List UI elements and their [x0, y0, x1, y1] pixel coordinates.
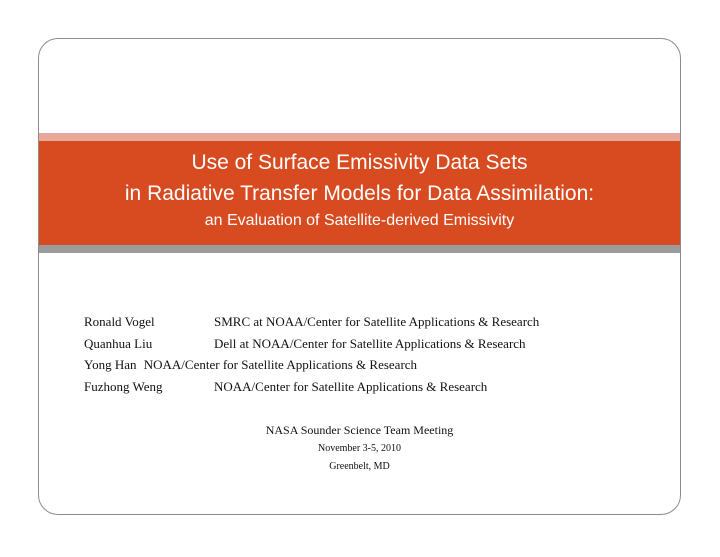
author-affiliation: NOAA/Center for Satellite Applications & Research	[143, 357, 418, 372]
author-list	[84, 314, 540, 400]
author-name: Fuzhong Weng	[84, 378, 163, 394]
author-name: Yong Han	[84, 357, 137, 372]
author-row	[84, 357, 417, 379]
title-accent-top	[39, 133, 680, 141]
meeting-date: November 3-5, 2010	[317, 443, 402, 454]
author-row	[84, 335, 526, 358]
title-line-1: Use of Surface Emissivity Data Sets	[191, 151, 528, 174]
author-name: Ronald Vogel	[84, 314, 155, 329]
author-row	[84, 314, 540, 336]
author-row	[84, 378, 488, 401]
author-affiliation: Dell at NOAA/Center for Satellite Applications & Research	[214, 335, 526, 351]
slide	[38, 38, 681, 515]
author-name: Quanhua Liu	[84, 335, 153, 351]
title-band	[39, 141, 680, 245]
title-line-2: in Radiative Transfer Models for Data Assimilation:	[124, 182, 595, 205]
subtitle: an Evaluation of Satellite-derived Emissivity	[204, 212, 515, 229]
meeting-title: NASA Sounder Science Team Meeting	[265, 423, 454, 437]
meeting-location: Greenbelt, MD	[329, 461, 390, 472]
author-affiliation: SMRC at NOAA/Center for Satellite Applications & Research	[214, 314, 540, 329]
author-affiliation: NOAA/Center for Satellite Applications & Research	[214, 378, 488, 394]
title-accent-bottom	[39, 245, 680, 253]
